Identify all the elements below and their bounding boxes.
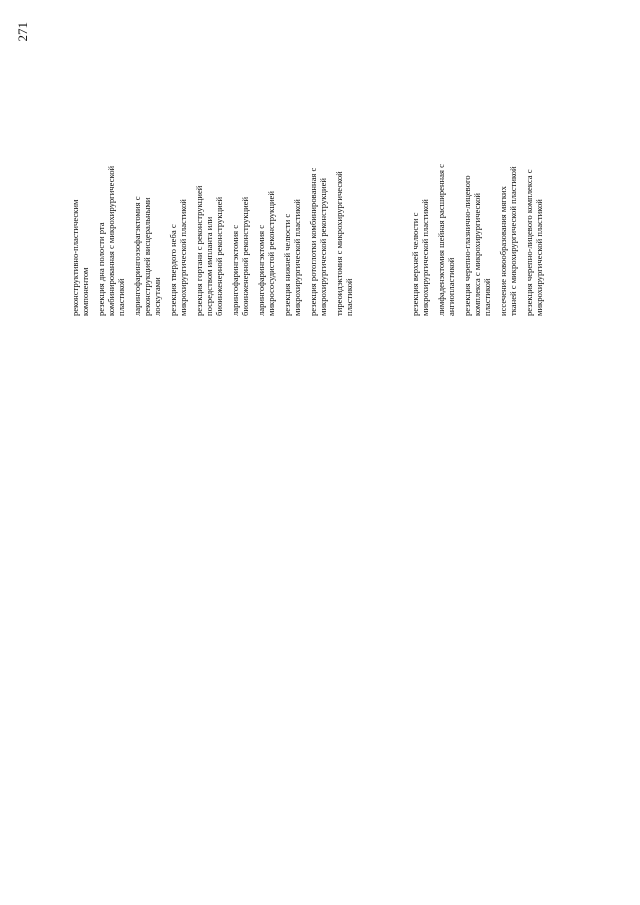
procedure-item: резекция черепно-глазнично-лицевого комплекса с микрохирургической пластикой [462,175,492,316]
procedure-item: резекция нижней челюсти с микрохирургической пластикой [282,199,302,316]
page-number: 271 [15,22,30,42]
procedure-item: резекция дна полости рта комбинированная с микрохирургической пластикой [96,165,126,316]
procedure-item: ларингофарингэктомия с микрососудистой реконструкцией [256,191,276,316]
procedure-item: резекция верхней челюсти с микрохирургической пластикой [410,199,430,316]
procedure-item: ларингофарингэктомия с биоинженерной реконструкцией [230,196,250,316]
procedure-item: резекция гортани с реконструкцией посредством импланта или биоинженерной реконструкцией [194,185,224,316]
procedure-item: лимфаденэктомия шейная расширенная с ангиопластикой [436,164,456,316]
procedure-item: иссечение новообразования мягких тканей с микрохирургической пластикой [498,166,518,316]
procedure-item: резекция черепно-лицевого комплекса с микрохирургической пластикой [524,169,544,316]
procedure-item: резекция твердого неба с микрохирургической пластикой [168,199,188,316]
procedure-item: ларингофарингоэзофагэктомия с реконструкцией висцеральными лоскутами [132,196,162,316]
procedures-group-2 [410,116,580,316]
procedure-item: реконструктивно-пластическим компонентом [70,199,90,316]
procedure-item: тиреоидэктомия с микрохирургической пластикой [334,171,354,316]
procedures-group-1 [70,116,400,316]
procedure-item: резекция ротоглотки комбинированная с микрохирургической реконструкцией [308,167,328,316]
